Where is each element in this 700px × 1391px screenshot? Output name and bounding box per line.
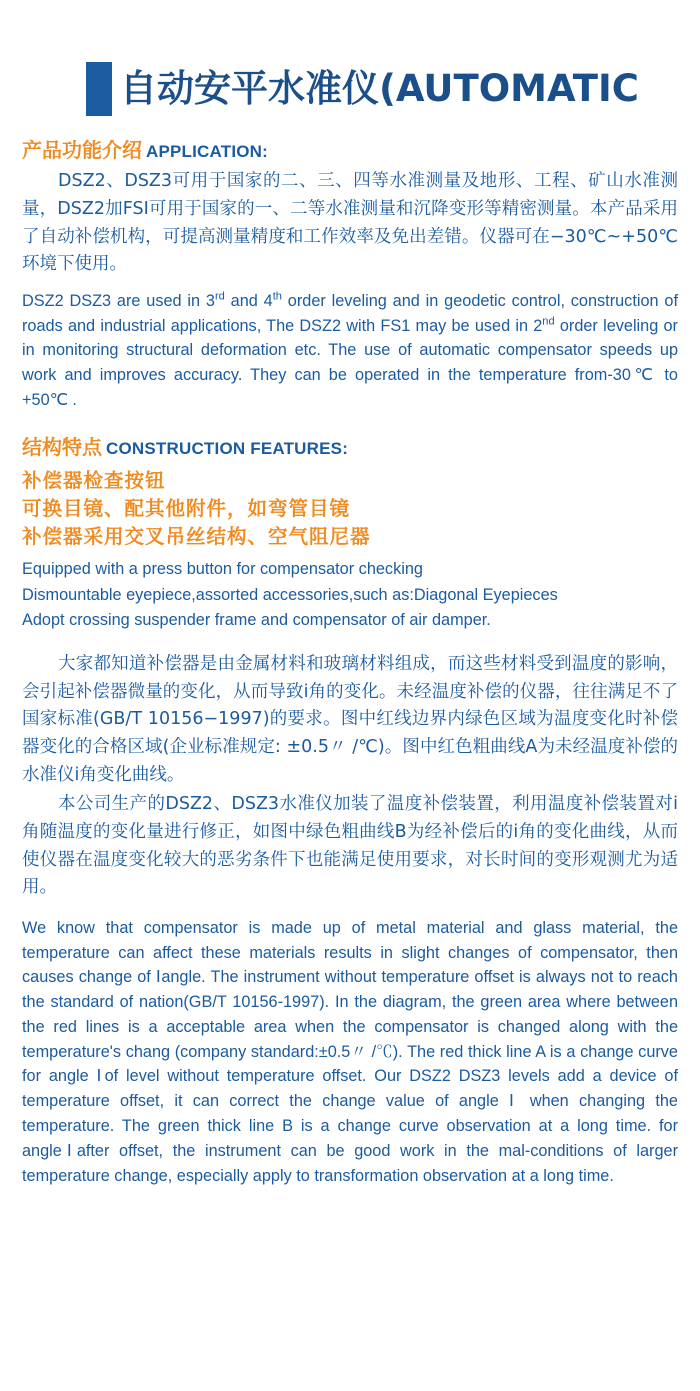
section-heading-construction-cn: 结构特点	[22, 434, 102, 459]
application-en-sup-nd: nd	[542, 315, 555, 328]
application-en-sup-rd: rd	[214, 290, 225, 303]
construction-feature-en-1: Equipped with a press button for compensator checking	[22, 560, 423, 579]
document-page	[0, 62, 700, 1391]
spacer	[22, 281, 678, 289]
construction-feature-list-cn	[22, 467, 678, 550]
application-english-paragraph	[22, 289, 678, 413]
application-en-part-3: order leveling and in geodetic control, construction of roads and industrial applications, The DSZ2 with FS1 may be used in 2	[22, 291, 678, 335]
section-heading-application-en: APPLICATION:	[146, 142, 269, 161]
spacer	[22, 904, 678, 916]
document-content	[0, 138, 700, 1212]
construction-feature-cn-3: 补偿器采用交叉吊丝结构、空气阻尼器	[22, 524, 371, 548]
section-heading-construction	[22, 435, 678, 459]
construction-feature-cn-1: 补偿器检查按钮	[22, 469, 166, 493]
construction-feature-en-3: Adopt crossing suspender frame and compensator of air damper.	[22, 611, 491, 630]
application-en-part-2: and 4	[224, 291, 273, 310]
title-accent-gap	[112, 62, 120, 116]
construction-feature-cn-2: 可换目镜、配其他附件，如弯管目镜	[22, 496, 351, 520]
page-title: 自动安平水准仪(AUTOMATIC	[120, 67, 639, 110]
application-en-part-1: DSZ2 DSZ3 are used in 3	[22, 291, 215, 310]
application-chinese-paragraph: DSZ2、DSZ3可用于国家的二、三、四等水准测量及地形、工程、矿山水准测量，DSZ2加FSI可用于国家的一、二等水准测量和沉降变形等精密测量。本产品采用了自动补偿机构，可提高测量精度和工作效率及免出差错。仪器可在−30℃~+50℃环境下使用。	[22, 171, 678, 275]
construction-feature-en-2: Dismountable eyepiece,assorted accessories,such as:Diagonal Eyepieces	[22, 585, 558, 604]
application-en-part-4: order leveling or in monitoring structural deformation etc. The use of automatic compensator speeds up work and improves accuracy. They can be operated in the temperature from-30℃ to +50℃ .	[22, 316, 678, 410]
section-heading-application-cn: 产品功能介绍	[22, 138, 142, 162]
description-chinese-paragraph-2: 本公司生产的DSZ2、DSZ3水准仪加装了温度补偿装置，利用温度补偿装置对i角随温度的变化量进行修正，如图中绿色粗曲线B为经补偿后的i角的变化曲线，从而使仪器在温度变化较大的恶劣条件下也能满足使用要求，对长时间的变形观测尤为适用。	[22, 794, 678, 898]
construction-feature-list-en	[22, 558, 678, 633]
section-heading-application	[22, 138, 678, 162]
description-english-paragraph: We know that compensator is made up of metal material and glass material, the temperature can affect these materials results in slight changes of compensator, then causes change of Ⅰangle. The instrument without temperature offset is always not to reach the standard of nation(GB/T 10156-1997). In the diagram, the green area where between the red lines is a acceptable area when the compensator is changed along with the temperature's chang (company standard:±0.5〃 /℃). The red thick line A is a change curve for angle Ⅰof level without temperature offset. Our DSZ2 DSZ3 levels add a device of temperature offset, it can correct the change value of angle Ⅰ when changing the temperature. The green thick line B is a change curve observation at a long time. for angleⅠafter offset, the instrument can be good work in the mal-conditions of larger temperature change, especially apply to transformation observation at a long time.	[22, 918, 678, 1185]
spacer	[22, 635, 678, 651]
section-heading-construction-en: CONSTRUCTION FEATURES:	[106, 438, 349, 458]
application-en-sup-th: th	[272, 290, 282, 303]
title-banner	[86, 62, 700, 116]
description-chinese-paragraph-1: 大家都知道补偿器是由金属材料和玻璃材料组成，而这些材料受到温度的影响，会引起补偿器微量的变化，从而导致i角的变化。未经温度补偿的仪器，往往满足不了国家标准(GB/T 10156−1997)的要求。图中红线边界内绿色区域为温度变化时补偿器变化的合格区域(企业标准规定: ±0.5〃 /℃)。图中红色粗曲线A为未经温度补偿的水准仪i角变化曲线。	[22, 654, 678, 785]
title-accent-bar	[86, 62, 112, 116]
